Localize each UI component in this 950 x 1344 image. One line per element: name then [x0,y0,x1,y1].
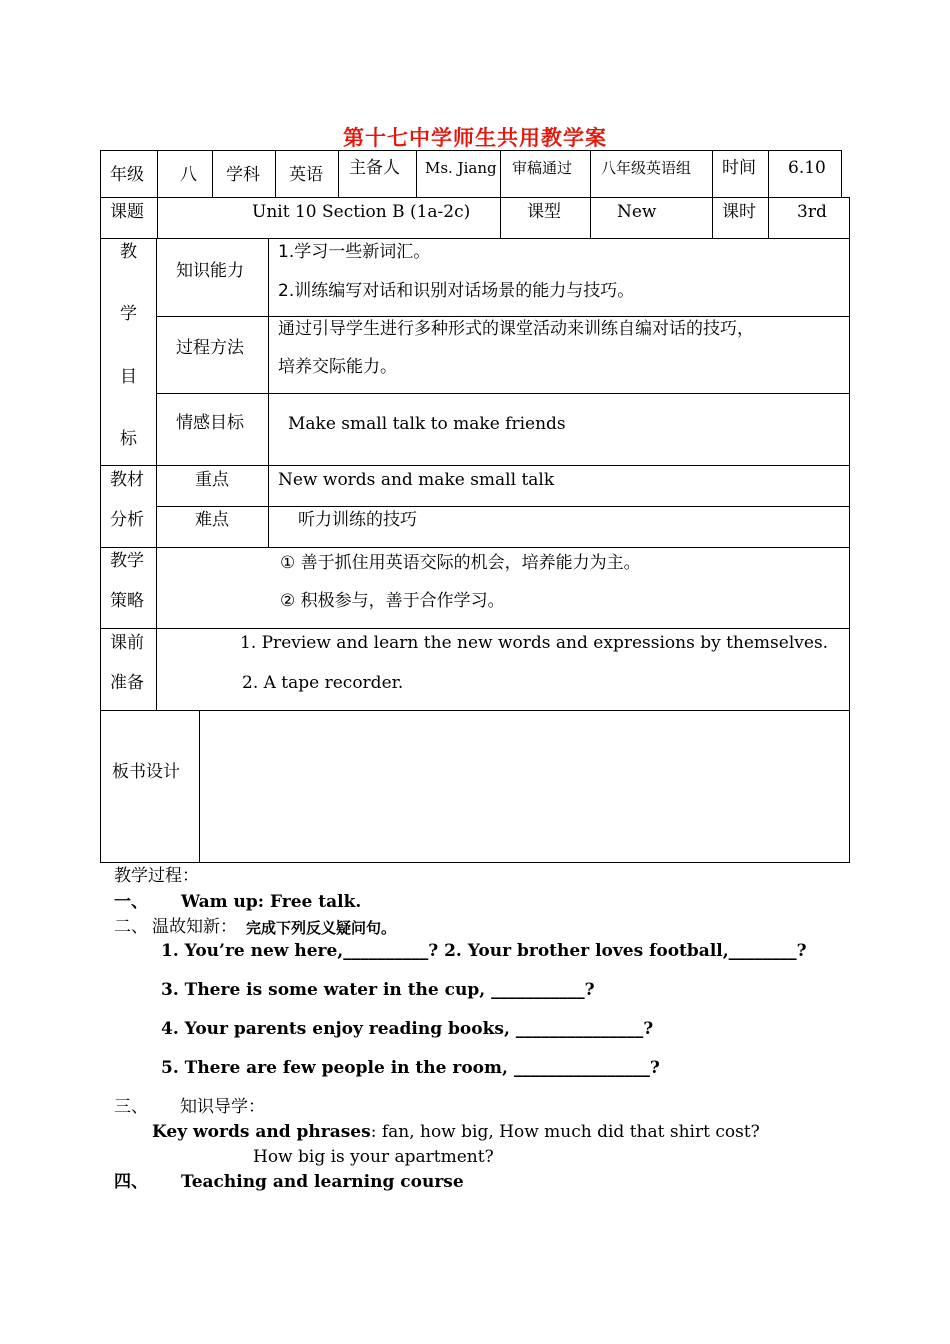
guide-section-title: 知识导学： [180,1097,265,1117]
review-label: 审稿通过 [512,159,573,177]
preparation-item: 1. Preview and learn the new words and expressions by themselves. [240,633,829,653]
objectives-label-char: 标 [120,429,137,449]
key-words-line-2: How big is your apartment? [253,1147,494,1167]
knowledge-item: 1.学习一些新词汇。 [278,242,431,262]
emotion-label: 情感目标 [176,413,244,433]
subject-value: 英语 [289,165,323,185]
section-number: 四、 [114,1172,148,1192]
difficult-point-value: 听力训练的技巧 [298,510,417,530]
period-label: 课时 [722,202,756,222]
review-instruction: 完成下列反义疑问句。 [246,919,397,937]
key-words-label: Key words and phrases [152,1122,371,1142]
knowledge-label: 知识能力 [176,261,244,281]
key-words-text: : fan, how big, How much did that shirt cost? [370,1122,760,1142]
section-number: 一、 [114,892,148,912]
process-line: 培养交际能力。 [278,357,397,377]
warmup-text: Wam up: Free talk. [181,892,362,912]
teaching-course-title: Teaching and learning course [181,1172,464,1192]
strategy-label-line: 策略 [110,591,144,611]
section-number: 二、 [114,917,148,937]
period-value: 3rd [797,202,827,222]
objectives-label-char: 学 [120,304,137,324]
preparer-value: Ms. Jiang [425,159,497,177]
type-value: New [617,202,657,222]
topic-value: Unit 10 Section B (1a-2c) [252,202,471,222]
subject-label: 学科 [226,165,260,185]
time-label: 时间 [722,158,756,178]
strategy-label-line: 教学 [110,551,144,571]
preparation-label-line: 准备 [110,673,144,693]
review-value: 八年级英语组 [601,159,692,177]
strategy-item: ① 善于抓住用英语交际的机会，培养能力为主。 [280,553,641,573]
type-label: 课型 [527,202,561,222]
analysis-label-line: 分析 [110,510,144,530]
process-label: 过程方法 [176,338,244,358]
key-point-label: 重点 [195,470,229,490]
analysis-label-line: 教材 [110,470,144,490]
knowledge-item: 2.训练编写对话和识别对话场景的能力与技巧。 [278,281,635,301]
process-heading: 教学过程： [114,866,199,886]
question-line: 1. You’re new here,__________? 2. Your brother loves football,________? [161,941,807,961]
difficult-point-label: 难点 [195,510,229,530]
process-line: 通过引导学生进行多种形式的课堂活动来训练自编对话的技巧， [278,319,754,339]
preparer-label: 主备人 [349,158,400,178]
section-number: 三、 [114,1097,148,1117]
page-title: 第十七中学师生共用教学案 [343,126,607,150]
time-value: 6.10 [788,158,826,178]
board-design-label: 板书设计 [112,762,180,782]
review-section-title: 温故知新： [152,917,237,937]
topic-label: 课题 [110,202,144,222]
key-words-line [152,1122,760,1142]
grade-label: 年级 [110,165,144,185]
strategy-item: ② 积极参与，善于合作学习。 [280,591,505,611]
emotion-value: Make small talk to make friends [288,414,566,434]
objectives-label-char: 教 [120,242,137,262]
question-line: 4. Your parents enjoy reading books, _______________? [161,1019,654,1039]
objectives-label-char: 目 [120,367,137,387]
preparation-item: 2. A tape recorder. [242,673,404,693]
key-point-value: New words and make small talk [278,470,555,490]
grade-value: 八 [180,165,197,185]
question-line: 5. There are few people in the room, ________________? [161,1058,660,1078]
question-line: 3. There is some water in the cup, ___________? [161,980,595,1000]
preparation-label-line: 课前 [110,633,144,653]
